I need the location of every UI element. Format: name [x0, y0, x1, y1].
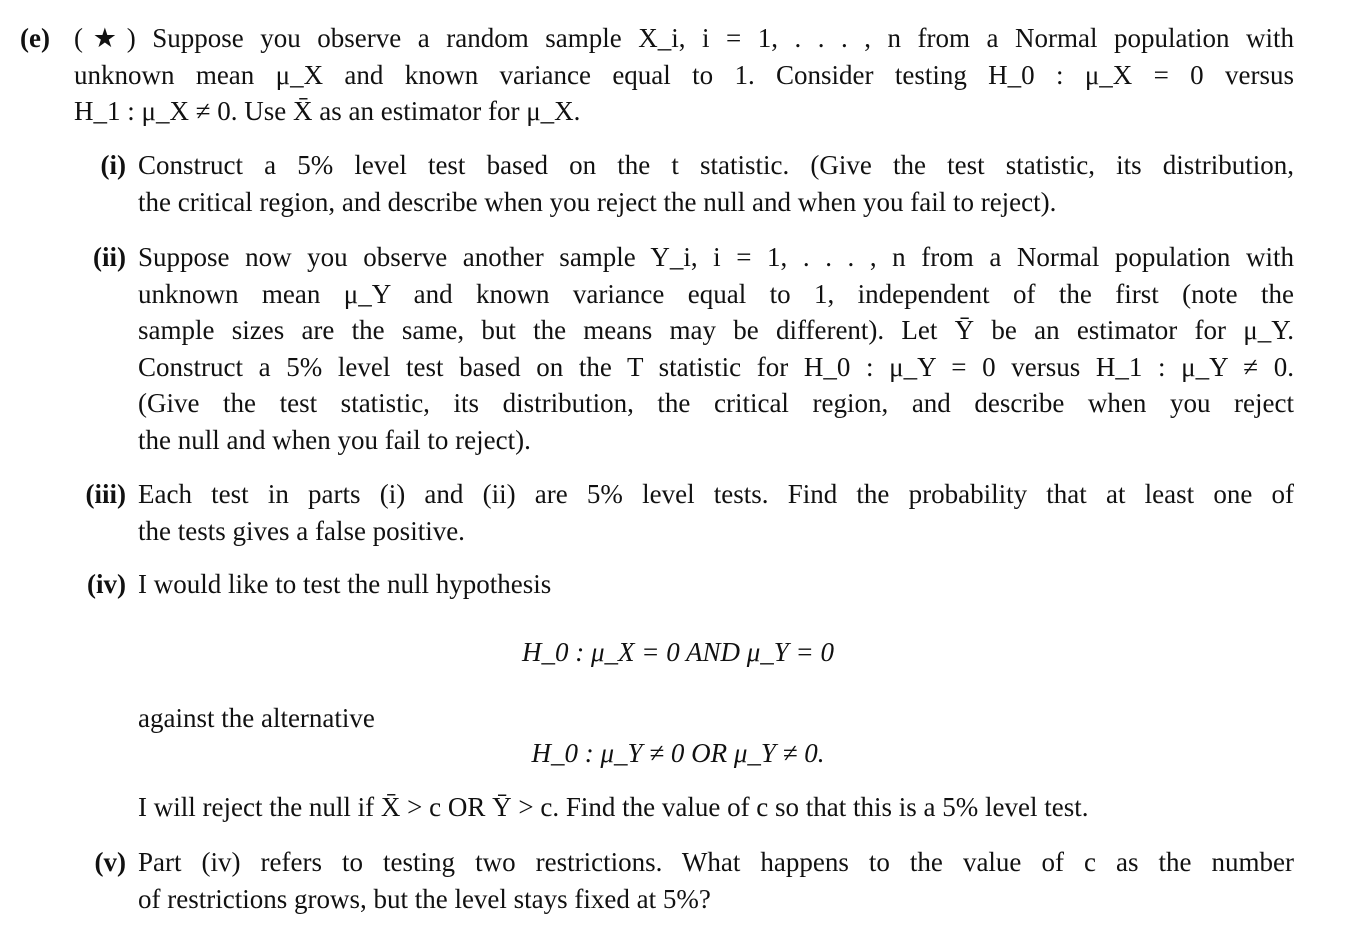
part-v-label: (v)	[94, 847, 126, 877]
part-e-text	[74, 20, 1294, 130]
part-ii-text	[138, 239, 1294, 458]
part-iv-intro	[138, 566, 1294, 603]
part-e-line-1: (★) Suppose you observe a random sample X_i, i = 1, . . . , n from a Normal population with	[74, 23, 1294, 53]
part-ii-line-2: unknown mean μ_Y and known variance equal to 1, independent of the first (note the	[138, 278, 1294, 309]
part-ii-label: (ii)	[93, 242, 126, 272]
part-iv-reject-rule	[138, 789, 1294, 826]
part-v-line-2: of restrictions grows, but the level stays fixed at 5%?	[138, 883, 711, 914]
part-e-line-2: unknown mean μ_X and known variance equal to 1. Consider testing H_0 : μ_X = 0 versus	[74, 59, 1294, 90]
part-iv-intro-line: I would like to test the null hypothesis	[138, 569, 552, 599]
part-i-text	[138, 147, 1294, 220]
part-ii-line-4: Construct a 5% level test based on the T statistic for H_0 : μ_Y = 0 versus H_1 : μ_Y ≠ 0.	[138, 351, 1294, 382]
part-v-line-1: Part (iv) refers to testing two restrictions. What happens to the value of c as the number	[138, 847, 1294, 877]
part-ii-line-1: Suppose now you observe another sample Y_i, i = 1, . . . , n from a Normal population with	[138, 242, 1294, 272]
part-i-line-2: the critical region, and describe when you reject the null and when you fail to reject).	[138, 186, 1057, 217]
part-ii-line-3: sample sizes are the same, but the means may be different). Let Ȳ be an estimator for μ_Y.	[138, 315, 1294, 345]
part-ii-line-5: (Give the test statistic, its distribution, the critical region, and describe when you reject	[138, 388, 1294, 418]
part-i-line-1: Construct a 5% level test based on the t statistic. (Give the test statistic, its distribution,	[138, 150, 1294, 180]
part-v-text	[138, 844, 1294, 917]
part-iii-line-1: Each test in parts (i) and (ii) are 5% level tests. Find the probability that at least one of	[138, 479, 1294, 509]
part-iii-label: (iii)	[85, 479, 126, 509]
part-iv-reject-line: I will reject the null if X̄ > c OR Ȳ > c. Find the value of c so that this is a 5% level test.	[138, 792, 1089, 822]
part-e-line-3: H_1 : μ_X ≠ 0. Use X̄ as an estimator for μ_X.	[74, 96, 581, 126]
part-iii-text	[138, 476, 1294, 549]
part-i-label: (i)	[100, 150, 126, 180]
part-iii-line-2: the tests gives a false positive.	[138, 515, 465, 546]
part-ii-line-6: the null and when you fail to reject).	[138, 424, 531, 455]
alternative-hypothesis-equation: H_0 : μ_Y ≠ 0 OR μ_Y ≠ 0.	[531, 738, 825, 768]
part-iv-label: (iv)	[87, 569, 126, 599]
null-hypothesis-equation: H_0 : μ_X = 0 AND μ_Y = 0	[521, 637, 835, 667]
part-iv-against-line: against the alternative	[138, 703, 375, 733]
part-e-label: (e)	[20, 23, 50, 53]
part-iv-against	[138, 700, 1294, 737]
